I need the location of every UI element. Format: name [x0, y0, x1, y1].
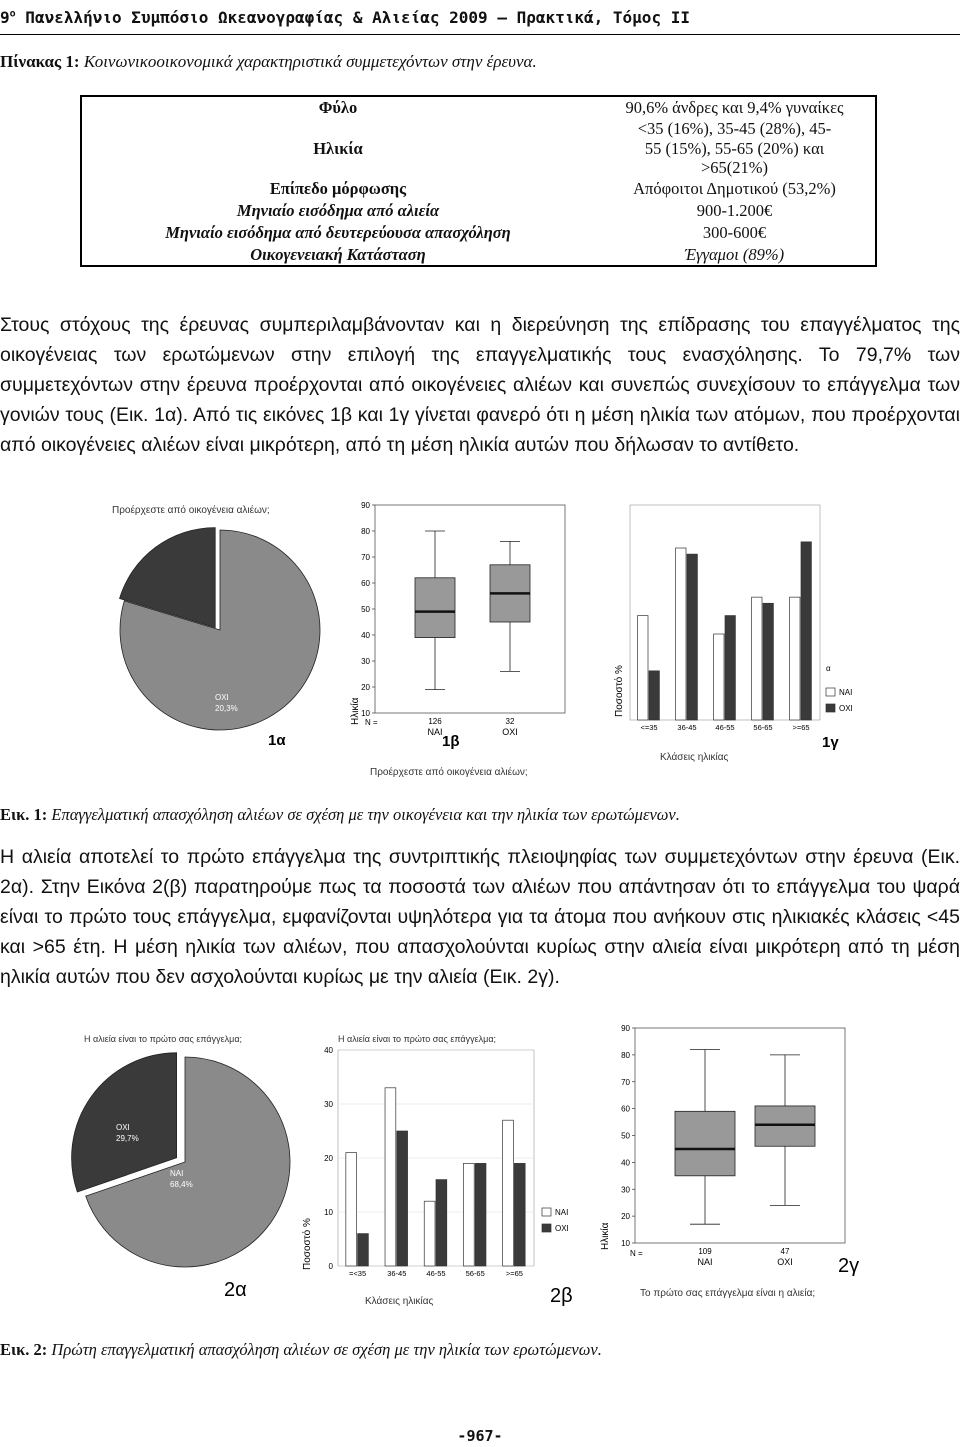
x-tick-label: =<35 — [349, 1269, 367, 1278]
y-tick-label: 20 — [361, 683, 370, 692]
group-n: 32 — [505, 717, 515, 726]
y-tick-label: 60 — [361, 579, 370, 588]
bar — [475, 1163, 486, 1266]
x-tick-label: 46-55 — [426, 1269, 446, 1278]
y-tick-label: 30 — [361, 657, 370, 666]
table-row: Οικογενειακή Κατάσταση Έγγαμοι (89%) — [250, 244, 785, 264]
y-axis-label: Ηλικία — [350, 697, 361, 725]
figure-1c-barchart — [613, 505, 853, 763]
table-row: Επίπεδο μόρφωσης Απόφοιτοι Δημοτικού (53,2%) — [269, 179, 836, 199]
legend-swatch — [542, 1208, 551, 1216]
pie-slice-name: ΟΧΙ — [215, 693, 229, 702]
x-axis-title: Κλάσεις ηλικίας — [365, 1296, 434, 1307]
bar — [725, 616, 735, 720]
figure-2-caption: Εικ. 2: Πρώτη επαγγελματική απασχόληση αλιέων σε σχέση με την ηλικία των ερωτώμενων. — [0, 1340, 602, 1359]
legend-label: ΝΑΙ — [555, 1208, 569, 1217]
x-tick-label: 46-55 — [715, 723, 735, 732]
bar — [385, 1088, 396, 1266]
y-tick-label: 50 — [361, 605, 370, 614]
y-tick-label: 60 — [621, 1104, 630, 1114]
bar — [514, 1163, 525, 1266]
legend-title: α — [826, 664, 831, 673]
body-paragraph-1: Στους στόχους της έρευνας συμπεριλαμβάνονταν και η διερεύνηση της επίδρασης του επαγγέλματος της οικογένειας των ερωτώμενων στην επιλογή της επαγγελματικής τους ενασχόλησης. Το 79,7% των συμμετεχόντων στην έρευνα προέρχονται από οικογένειες αλιέων και συνεπώς συνεχίσουν το επάγγελμα των γονιών τους (Εικ. 1α). Από τις εικόνες 1β και 1γ γίνεται φανερό ότι η μέση ηλικία των ατόμων, που προέρχονται από οικογένειες αλιέων είναι μικρότερη, από τη μέση ηλικία αυτών που δήλωσαν το αντίθετο. — [0, 314, 960, 456]
group-n: 47 — [780, 1247, 790, 1256]
y-tick-label: 90 — [621, 1024, 630, 1033]
x-tick-label: >=65 — [792, 723, 810, 732]
y-tick-label: 10 — [324, 1208, 333, 1217]
x-axis-title: Προέρχεστε από οικογένεια αλιέων; — [370, 767, 528, 778]
figure-2 — [60, 1020, 890, 1310]
figure-1b-boxplot — [349, 501, 565, 778]
y-tick-label: 10 — [361, 709, 370, 718]
panel-label: 1γ — [822, 734, 839, 751]
n-prefix: N = — [365, 718, 378, 727]
table1 — [80, 95, 877, 267]
pie-slice-label: 68,4% — [170, 1180, 193, 1189]
n-prefix: N = — [630, 1249, 643, 1258]
figure-2b-barchart — [301, 1034, 573, 1307]
panel-label: 1β — [442, 733, 460, 750]
y-tick-label: 40 — [361, 631, 370, 640]
table-row: Φύλο 90,6% άνδρες και 9,4% γυναίκες — [318, 98, 844, 117]
group-label: ΟΧΙ — [502, 727, 518, 737]
bar — [649, 671, 659, 720]
group-n: 126 — [428, 717, 442, 726]
legend-label: ΟΧΙ — [555, 1224, 569, 1233]
legend-label: ΝΑΙ — [839, 688, 853, 697]
group-label: ΟΧΙ — [777, 1257, 793, 1267]
box — [755, 1106, 815, 1146]
y-tick-label: 70 — [621, 1077, 630, 1087]
plot-frame — [375, 505, 565, 713]
group-label: ΝΑΙ — [697, 1257, 713, 1267]
bar — [397, 1131, 408, 1266]
pie-slice-label: 29,7% — [116, 1134, 139, 1143]
y-tick-label: 10 — [621, 1239, 630, 1248]
bar — [463, 1163, 474, 1266]
y-tick-label: 80 — [361, 527, 370, 536]
figure-1-caption: Εικ. 1: Επαγγελματική απασχόληση αλιέων σε σχέση με την οικογένεια και την ηλικία των ερωτώμενων. — [0, 805, 680, 824]
bar — [346, 1153, 357, 1266]
page-number: -967- — [457, 1427, 503, 1445]
x-axis-title: Το πρώτο σας επάγγελμα είναι η αλιεία; — [640, 1288, 816, 1299]
y-tick-label: 0 — [328, 1262, 333, 1271]
pie-title: Προέρχεστε από οικογένεια αλιέων; — [112, 505, 270, 516]
panel-label: 2γ — [838, 1255, 860, 1277]
x-tick-label: >=65 — [505, 1269, 523, 1278]
legend-swatch — [826, 704, 835, 712]
y-axis-label: Ποσοστό % — [302, 1218, 313, 1270]
bar — [752, 597, 762, 720]
x-tick-label: 56-65 — [465, 1269, 485, 1278]
y-tick-label: 80 — [621, 1050, 630, 1060]
body-paragraph-2: Η αλιεία αποτελεί το πρώτο επάγγελμα της συντριπτικής πλειοψηφίας των συμμετεχόντων στην έρευνα (Εικ. 2α). Στην Εικόνα 2(β) παρατηρούμε πως τα ποσοστά των αλιέων που απάντησαν ότι το επάγγελμα του ψαρά είναι το πρώτο τους επάγγελμα, εμφανίζονται υψηλότερα για τα άτομα που ανήκουν στις ηλικιακές κλάσεις <45 και >65 έτη. Η μέση ηλικία των αλιέων, που απασχολούνται κυρίως στην αλιεία είναι μικρότερη από τη μέση ηλικία αυτών που δεν ασχολούνται κυρίως με την αλιεία (Εικ. 2γ). — [0, 846, 960, 988]
legend-label: ΟΧΙ — [839, 704, 853, 713]
y-tick-label: 30 — [324, 1100, 333, 1109]
legend-swatch — [542, 1224, 551, 1232]
bar — [638, 616, 648, 720]
pie-title: Η αλιεία είναι το πρώτο σας επάγγελμα; — [84, 1034, 243, 1044]
bar — [790, 597, 800, 720]
figure-2a-pie — [72, 1034, 290, 1301]
panel-label: 2α — [224, 1279, 247, 1301]
y-tick-label: 40 — [324, 1046, 333, 1055]
y-tick-label: 50 — [621, 1131, 630, 1141]
bar — [801, 542, 811, 720]
box — [415, 578, 455, 638]
table-row: Ηλικία <35 (16%), 35-45 (28%), 45-55 (15%), 55-65 (20%) και >65(21%) — [313, 118, 832, 178]
y-axis-label: Ηλικία — [600, 1222, 611, 1250]
y-tick-label: 70 — [361, 553, 370, 562]
figure-1 — [100, 495, 860, 785]
pie-slice-name: ΝΑΙ — [170, 1169, 184, 1178]
bar — [714, 634, 724, 720]
table-row: Μηνιαίο εισόδημα από δευτερεύουσα απασχόληση 300-600€ — [165, 222, 767, 242]
box — [675, 1111, 735, 1176]
x-tick-label: 36-45 — [387, 1269, 407, 1278]
y-tick-label: 90 — [361, 501, 370, 510]
x-axis-title: Κλάσεις ηλικίας — [660, 752, 729, 763]
figure-2c-boxplot — [599, 1024, 859, 1299]
y-tick-label: 20 — [324, 1154, 333, 1163]
y-tick-label: 20 — [621, 1212, 630, 1222]
bar — [503, 1120, 514, 1266]
legend-swatch — [826, 688, 835, 696]
bar — [676, 548, 686, 720]
bar — [436, 1180, 447, 1266]
panel-label: 2β — [550, 1285, 573, 1307]
bar — [687, 554, 697, 720]
table1-caption: Πίνακας 1: Κοινωνικοοικονομικά χαρακτηριστικά συμμετεχόντων στην έρευνα. — [0, 52, 537, 71]
running-header: $9^o$ Πανελλήνιο Συμπόσιο Ωκεανογραφίας & Αλιείας 2009 – Πρακτικά, Τόμος ΙΙ — [0, 8, 690, 27]
table-row: Μηνιαίο εισόδημα από αλιεία 900-1.200€ — [236, 200, 773, 220]
group-label: ΝΑΙ — [427, 727, 443, 737]
panel-label: 1α — [268, 732, 286, 749]
x-tick-label: 36-45 — [677, 723, 697, 732]
y-tick-label: 30 — [621, 1185, 630, 1195]
x-tick-label: 56-65 — [753, 723, 773, 732]
y-axis-label: Ποσοστό % — [614, 665, 625, 717]
figure-1a-pie — [112, 504, 320, 749]
bar-title: Η αλιεία είναι το πρώτο σας επάγγελμα; — [338, 1034, 497, 1044]
header-rule — [0, 34, 960, 35]
bar — [358, 1234, 369, 1266]
y-tick-label: 40 — [621, 1158, 630, 1168]
pie-slice-label: 20,3% — [215, 704, 238, 713]
group-n: 109 — [698, 1247, 712, 1256]
pie-slice-name: ΟΧΙ — [116, 1123, 130, 1132]
bar — [424, 1201, 435, 1266]
bar — [763, 603, 773, 720]
x-tick-label: <=35 — [640, 723, 658, 732]
